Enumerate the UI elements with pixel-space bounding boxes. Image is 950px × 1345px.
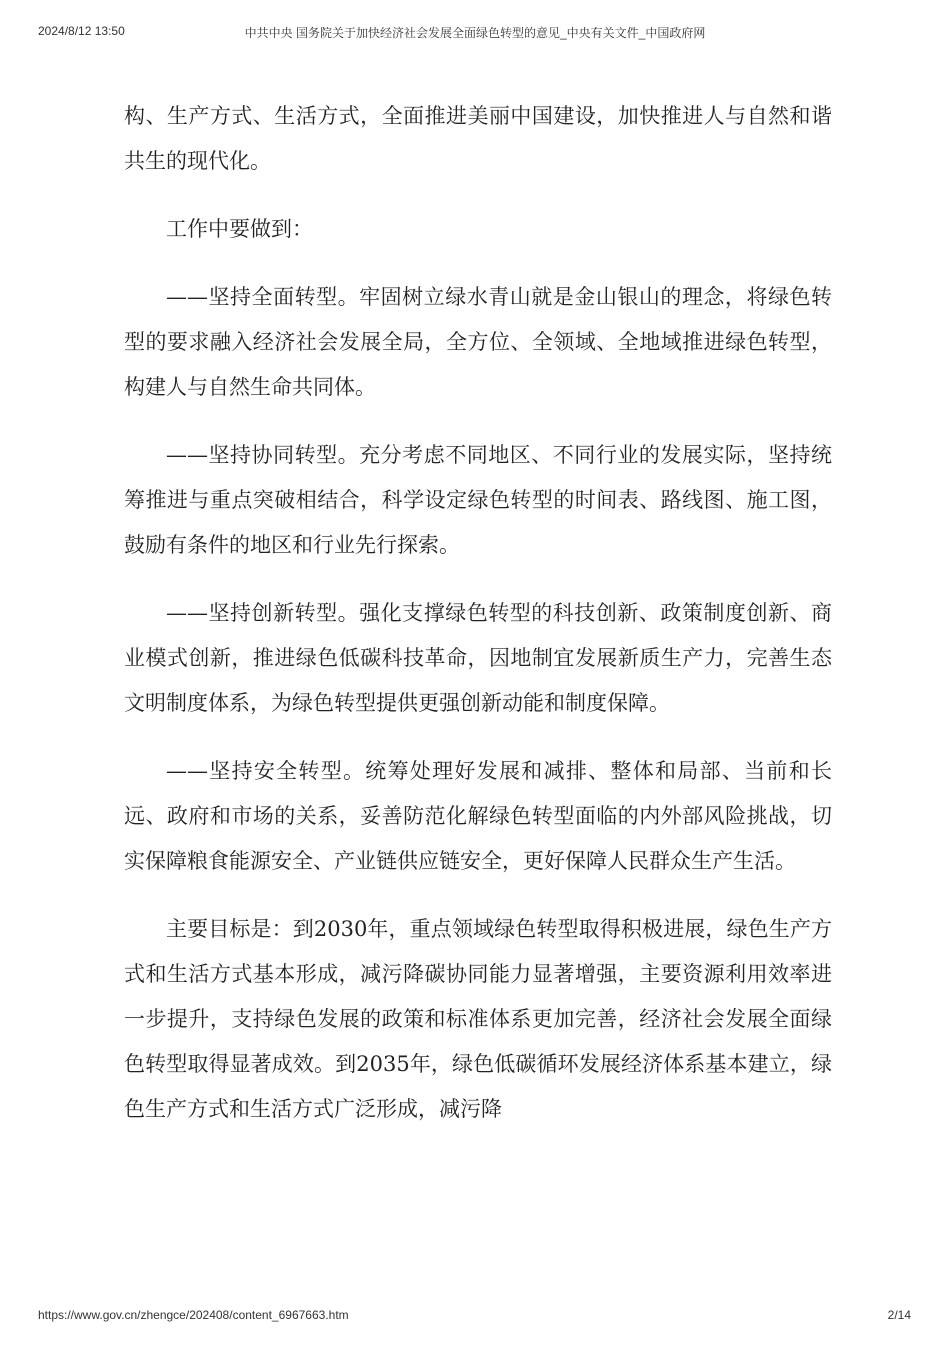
paragraph-safe-transition: ——坚持安全转型。统筹处理好发展和减排、整体和局部、当前和长远、政府和市场的关系，妥善防范化解绿色转型面临的内外部风险挑战，切实保障粮食能源安全、产业链供应链安全，更好保障人民群众生产生活。 [124,759,832,873]
print-header [0,24,950,40]
page-number: 2/14 [887,1308,911,1322]
paragraph-comprehensive-transition: ——坚持全面转型。牢固树立绿水青山就是金山银山的理念，将绿色转型的要求融入经济社会发展全局，全方位、全领域、全地域推进绿色转型，构建人与自然生命共同体。 [124,285,832,399]
paragraph-coordinated-transition: ——坚持协同转型。充分考虑不同地区、不同行业的发展实际，坚持统筹推进与重点突破相结合，科学设定绿色转型的时间表、路线图、施工图，鼓励有条件的地区和行业先行探索。 [124,443,832,557]
paragraph-requirements-intro: 工作中要做到： [166,217,313,241]
print-datetime: 2024/8/12 13:50 [38,24,125,38]
paragraph-continued: 构、生产方式、生活方式，全面推进美丽中国建设，加快推进人与自然和谐共生的现代化。 [124,104,832,173]
article-body [124,94,832,1155]
page-url: https://www.gov.cn/zhengce/202408/content_6967663.htm [38,1308,349,1322]
document-title: 中共中央 国务院关于加快经济社会发展全面绿色转型的意见_中央有关文件_中国政府网 [244,26,706,40]
paragraph-main-goals: 主要目标是：到2030年，重点领域绿色转型取得积极进展，绿色生产方式和生活方式基本形成，减污降碳协同能力显著增强，主要资源利用效率进一步提升，支持绿色发展的政策和标准体系更加完善，经济社会发展全面绿色转型取得显著成效。到2035年，绿色低碳循环发展经济体系基本建立，绿色生产方式和生活方式广泛形成，减污降 [124,917,832,1121]
print-footer [0,1308,950,1324]
paragraph-innovative-transition: ——坚持创新转型。强化支撑绿色转型的科技创新、政策制度创新、商业模式创新，推进绿色低碳科技革命，因地制宜发展新质生产力，完善生态文明制度体系，为绿色转型提供更强创新动能和制度保障。 [124,601,832,715]
